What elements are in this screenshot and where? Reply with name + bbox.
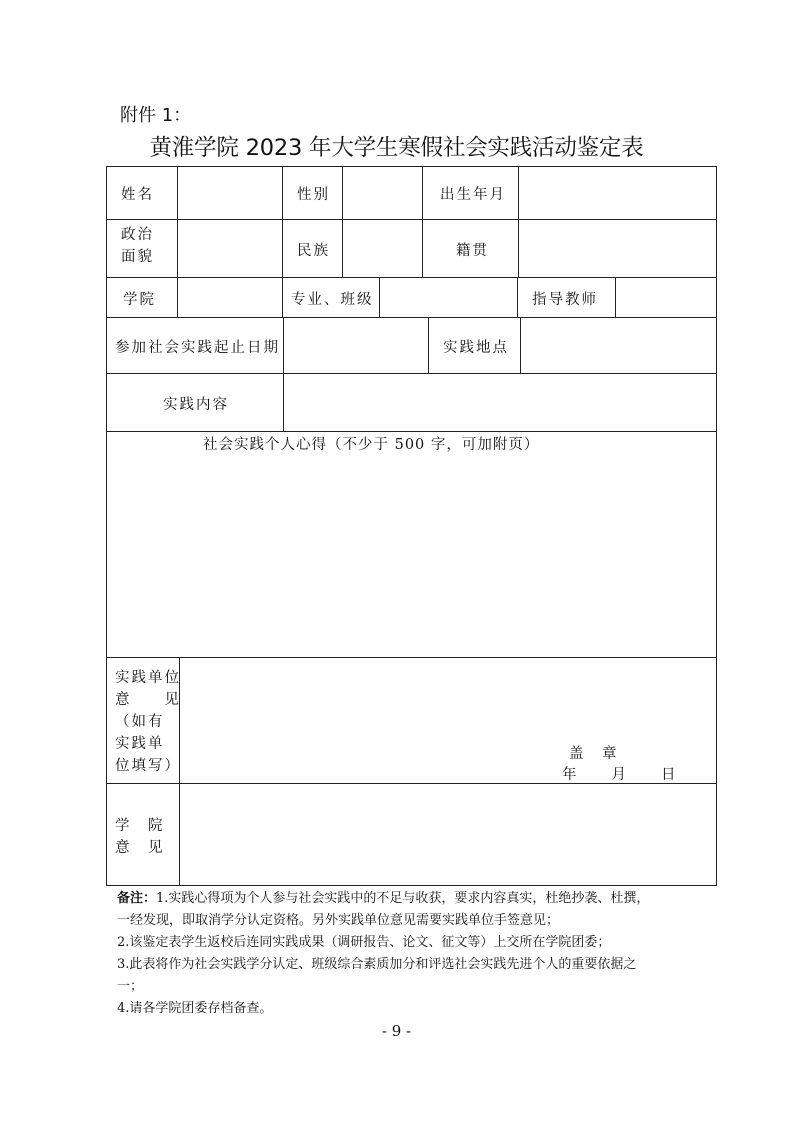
political-status-field[interactable] (178, 220, 281, 276)
major-class-field[interactable] (380, 278, 516, 316)
practice-location-label: 实践地点 (443, 340, 509, 356)
practice-content-label: 实践内容 (163, 397, 229, 413)
political-status-label-line2: 面貌 (121, 249, 154, 265)
note-line: 一； (117, 979, 144, 994)
gender-field[interactable] (343, 168, 421, 218)
page-number: - 9 - (381, 1022, 412, 1040)
note-line: 4.请各学院团委存档备查。 (117, 1001, 273, 1016)
col-divider (422, 167, 423, 277)
college-opinion-label-line: 学 院 (115, 818, 165, 834)
note-text: 1.实践心得项为个人参与社会实践中的不足与收获，要求内容真实，杜绝抄袭、杜撰， (156, 891, 650, 906)
practice-content-field[interactable] (284, 374, 715, 430)
ethnicity-label: 民族 (297, 243, 330, 259)
unit-opinion-label-line: 位填写） (115, 758, 181, 774)
col-divider (282, 277, 283, 317)
college-opinion-label-line: 意 见 (115, 840, 165, 856)
form-title: 黄淮学院 2023 年大学生寒假社会实践活动鉴定表 (149, 135, 644, 161)
note-line: 3.此表将作为社会实践学分认定、班级综合素质加分和评选社会实践先进个人的重要依据之 (117, 957, 637, 972)
practice-dates-field[interactable] (284, 318, 427, 372)
unit-opinion-label-line: 意 见 (115, 692, 181, 708)
name-field[interactable] (178, 168, 281, 218)
political-status-label (121, 224, 154, 268)
college-label: 学院 (123, 292, 156, 308)
note-line: 一经发现，即取消学分认定资格。另外实践单位意见需要实践单位手签意见； (117, 913, 560, 928)
college-opinion-field[interactable] (180, 784, 715, 884)
name-label: 姓名 (121, 187, 154, 203)
notes-heading: 备注： (117, 891, 157, 906)
note-line: 2.该鉴定表学生返校后连同实践成果（调研报告、论文、征文等）上交所在学院团委； (117, 935, 611, 950)
col-divider (517, 277, 518, 317)
gender-label: 性别 (297, 187, 330, 203)
ethnicity-field[interactable] (343, 220, 421, 276)
native-place-field[interactable] (519, 220, 715, 276)
unit-opinion-label (115, 667, 181, 777)
date-label: 年 月 日 (562, 767, 678, 783)
birth-date-label: 出生年月 (440, 187, 506, 203)
personal-experience-field[interactable] (108, 457, 715, 655)
college-opinion-label (115, 815, 165, 859)
advisor-field[interactable] (616, 278, 715, 316)
unit-opinion-label-line: 实践单位 (115, 670, 181, 686)
seal-label: 盖 章 (569, 746, 619, 762)
native-place-label: 籍贯 (456, 243, 489, 259)
unit-opinion-label-line: （如有 (115, 714, 165, 730)
birth-date-field[interactable] (519, 168, 715, 218)
political-status-label-line1: 政治 (121, 227, 154, 243)
col-divider (282, 167, 283, 277)
notes-section (117, 888, 707, 1020)
appraisal-form-table (106, 166, 717, 886)
note-line (117, 888, 707, 910)
row-divider (107, 431, 716, 432)
practice-dates-label: 参加社会实践起止日期 (115, 340, 280, 356)
unit-opinion-label-line: 实践单 (115, 736, 165, 752)
col-divider (428, 317, 429, 373)
college-field[interactable] (178, 278, 281, 316)
attachment-label: 附件 1： (120, 105, 192, 126)
major-class-label: 专业、班级 (291, 292, 374, 308)
practice-location-field[interactable] (521, 318, 715, 372)
advisor-label: 指导教师 (532, 292, 598, 308)
personal-experience-label: 社会实践个人心得（不少于 500 字，可加附页） (203, 437, 540, 453)
